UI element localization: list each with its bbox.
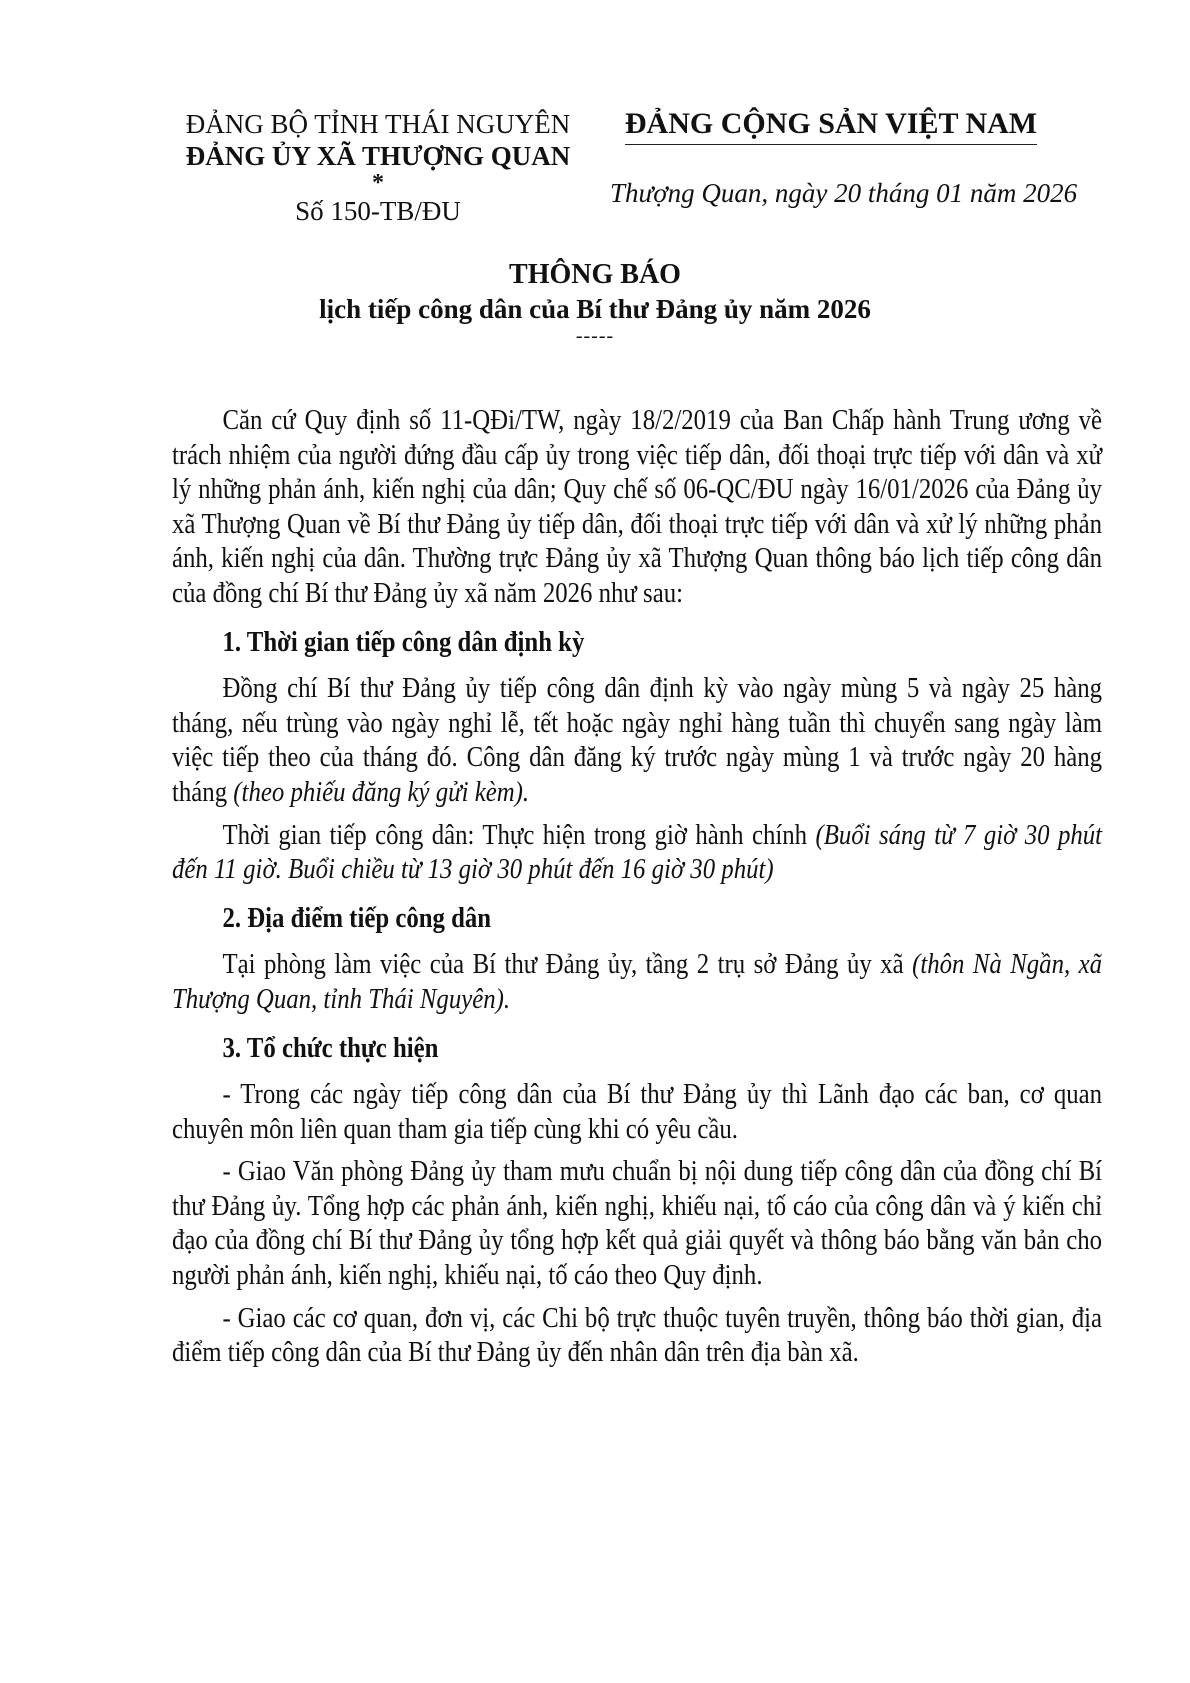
section-1-paragraph-1: [172, 672, 1102, 810]
hours-text: Thời gian tiếp công dân: Thực hiện trong giờ hành chính: [222, 819, 816, 851]
section-3-item: - Trong các ngày tiếp công dân của Bí thư Đảng ủy thì Lãnh đạo các ban, cơ quan chuyên môn liên quan tham gia tiếp cùng khi có yêu cầu.: [172, 1079, 1103, 1145]
parent-organization: ĐẢNG BỘ TỈNH THÁI NGUYÊN: [185, 109, 571, 139]
hours-detail: (Buổi sáng từ 7 giờ 30 phút đến 11 giờ. Buổi chiều từ 13 giờ 30 phút đến 16 giờ 30 phút): [172, 819, 1103, 886]
section-2-heading: 2. Địa điểm tiếp công dân: [222, 902, 492, 934]
title-separator: -----: [575, 325, 615, 347]
national-heading-block: [608, 106, 1054, 145]
document-type: THÔNG BÁO: [509, 259, 681, 290]
star-separator: *: [372, 170, 384, 196]
registration-note: (theo phiếu đăng ký gửi kèm).: [233, 776, 530, 808]
intro-paragraph: Căn cứ Quy định số 11-QĐi/TW, ngày 18/2/2019 của Ban Chấp hành Trung ương về trách nhiệm của người đứng đầu cấp ủy trong việc tiếp dân, đối thoại trực tiếp với dân và xử lý những phản ánh, kiến nghị của dân; Quy chế số 06-QC/ĐU ngày 16/01/2026 của Đảng ủy xã Thượng Quan về Bí thư Đảng ủy tiếp dân, đối thoại trực tiếp với dân và xử lý những phản ánh, kiến nghị của dân. Thường trực Đảng ủy xã Thượng Quan thông báo lịch tiếp công dân của đồng chí Bí thư Đảng ủy xã năm 2026 như sau:: [172, 405, 1103, 609]
section-1-heading: 1. Thời gian tiếp công dân định kỳ: [222, 626, 585, 658]
document-body: [172, 404, 1102, 1371]
document-subject: lịch tiếp công dân của Bí thư Đảng ủy năm 2026: [319, 294, 871, 324]
location-address: (thôn Nà Ngần, xã Thượng Quan, tỉnh Thái Nguyên).: [172, 949, 1103, 1015]
location-text: Tại phòng làm việc của Bí thư Đảng ủy, tầng 2 trụ sở Đảng ủy xã: [222, 949, 913, 981]
party-name: ĐẢNG CỘNG SẢN VIỆT NAM: [625, 106, 1037, 145]
document-number: Số 150-TB/ĐU: [295, 196, 461, 226]
schedule-text: Đồng chí Bí thư Đảng ủy tiếp công dân định kỳ vào ngày mùng 5 và ngày 25 hàng tháng, nếu trùng vào ngày nghỉ lễ, tết hoặc ngày nghỉ hàng tuần thì chuyển sang ngày làm việc tiếp theo của tháng đó. Công dân đăng ký trước ngày mùng 1 và trước ngày 20 hàng tháng: [172, 673, 1103, 808]
section-3-item: - Giao Văn phòng Đảng ủy tham mưu chuẩn bị nội dung tiếp công dân của đồng chí Bí thư Đảng ủy. Tổng hợp các phản ánh, kiến nghị, khiếu nại, tố cáo của công dân và ý kiến chỉ đạo của đồng chí Bí thư Đảng ủy tổng hợp kết quả giải quyết và thông báo bằng văn bản cho người phản ánh, kiến nghị, khiếu nại, tố cáo theo Quy định.: [172, 1156, 1103, 1292]
place-date: Thượng Quan, ngày 20 tháng 01 năm 2026: [610, 178, 1078, 208]
section-3-item: - Giao các cơ quan, đơn vị, các Chi bộ trực thuộc tuyên truyền, thông báo thời gian, địa điểm tiếp công dân của Bí thư Đảng ủy đến nhân dân trên địa bàn xã.: [172, 1302, 1103, 1369]
section-1-paragraph-2: [172, 819, 1102, 888]
document-title-block: [0, 258, 1190, 346]
section-3-heading: 3. Tổ chức thực hiện: [222, 1032, 439, 1064]
issuing-organization: ĐẢNG ỦY XÃ THƯỢNG QUAN: [185, 141, 571, 171]
section-2-paragraph: [172, 948, 1102, 1017]
issuing-authority-block: [168, 108, 588, 228]
